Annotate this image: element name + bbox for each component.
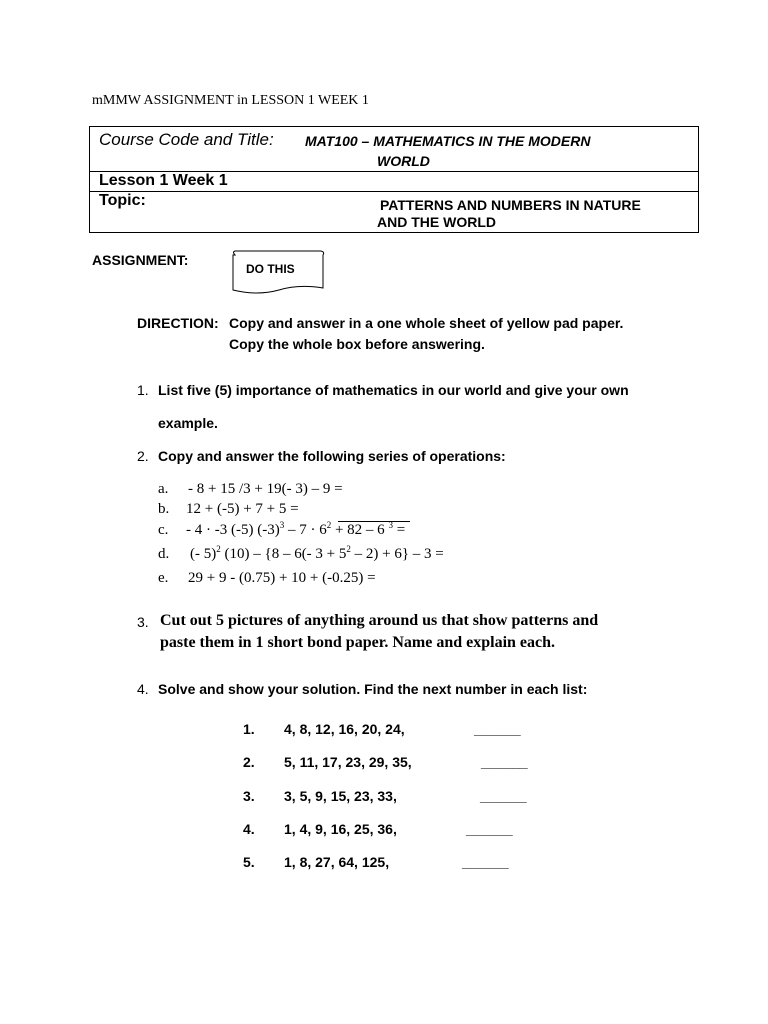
q3-number: 3.: [137, 614, 149, 630]
expr-part: – 2) + 6} – 3 =: [350, 546, 444, 562]
list-3-blank: ______: [480, 788, 527, 804]
topic-label: Topic:: [99, 192, 146, 209]
q2-item-c-letter: c.: [158, 522, 169, 538]
q2-number: 2.: [137, 448, 149, 464]
q2-item-b-expr: 12 + (-5) + 7 + 5 =: [186, 501, 299, 517]
course-label: Course Code and Title:: [99, 130, 274, 149]
expr-part: - 4 · -3 (-5) (-3): [186, 522, 280, 538]
exponent: 3: [279, 520, 285, 530]
lesson-label: Lesson 1 Week 1: [99, 172, 228, 189]
list-5-sequence: 1, 8, 27, 64, 125,: [284, 854, 390, 870]
q1-text-line2: example.: [158, 415, 218, 431]
q4-text: Solve and show your solution. Find the next number in each list:: [158, 681, 588, 697]
list-5-blank: ______: [462, 854, 509, 870]
topic-line1: PATTERNS AND NUMBERS IN NATURE: [380, 197, 641, 213]
document-heading: mMMW ASSIGNMENT in LESSON 1 WEEK 1: [92, 93, 369, 108]
exponent: 2: [346, 544, 351, 554]
list-1-sequence: 4, 8, 12, 16, 20, 24,: [284, 721, 405, 737]
list-1-number: 1.: [243, 721, 255, 737]
direction-line1: Copy and answer in a one whole sheet of yellow pad paper.: [229, 315, 624, 331]
q2-item-e-expr: 29 + 9 - (0.75) + 10 + (-0.25) =: [188, 570, 376, 586]
q1-text-line1: List five (5) importance of mathematics in our world and give your own: [158, 382, 629, 398]
expr-part: + 82 – 6: [331, 522, 389, 538]
expr-part: (10) – {8 – 6(- 3 + 5: [220, 546, 347, 562]
q1-number: 1.: [137, 382, 149, 398]
list-3-sequence: 3, 5, 9, 15, 23, 33,: [284, 788, 397, 804]
topic-line2: AND THE WORLD: [377, 214, 496, 230]
direction-label: DIRECTION:: [137, 315, 219, 331]
list-2-blank: ______: [481, 754, 528, 770]
list-4-sequence: 1, 4, 9, 16, 25, 36,: [284, 821, 397, 837]
topic-row: [90, 192, 698, 233]
q2-item-a-letter: a.: [158, 481, 169, 497]
list-1-blank: ______: [474, 721, 521, 737]
q2-item-c-expr: [186, 522, 405, 539]
exponent: 3: [388, 520, 393, 530]
q2-item-a-expr: - 8 + 15 /3 + 19(- 3) – 9 =: [188, 481, 343, 497]
expr-part: (- 5): [190, 546, 217, 562]
list-4-blank: ______: [466, 821, 513, 837]
direction-line2: Copy the whole box before answering.: [229, 336, 485, 352]
exponent: 2: [326, 520, 332, 530]
course-value-line2: WORLD: [377, 153, 430, 169]
list-5-number: 5.: [243, 854, 255, 870]
list-3-number: 3.: [243, 788, 255, 804]
q2-item-b-letter: b.: [158, 501, 170, 517]
list-4-number: 4.: [243, 821, 255, 837]
q2-text: Copy and answer the following series of operations:: [158, 448, 506, 464]
q4-number: 4.: [137, 681, 149, 697]
q2-item-d-expr: [190, 546, 444, 563]
q3-text-line1: Cut out 5 pictures of anything around us that show patterns and: [160, 612, 599, 629]
q3-text-line2: paste them in 1 short bond paper. Name and explain each.: [160, 634, 556, 651]
q2-item-d-letter: d.: [158, 546, 170, 562]
do-this-label: DO THIS: [246, 262, 295, 276]
list-2-number: 2.: [243, 754, 255, 770]
expr-part: – 7 · 6: [284, 522, 327, 538]
course-value-line1: MAT100 – MATHEMATICS IN THE MODERN: [305, 133, 591, 149]
q2-item-e-letter: e.: [158, 570, 169, 586]
assignment-label: ASSIGNMENT:: [92, 252, 189, 268]
lesson-row: [90, 172, 698, 192]
list-2-sequence: 5, 11, 17, 23, 29, 35,: [284, 754, 412, 770]
exponent: 2: [216, 544, 221, 554]
course-info-table: [89, 126, 699, 233]
expr-part: =: [392, 522, 406, 538]
course-row: [90, 127, 698, 172]
